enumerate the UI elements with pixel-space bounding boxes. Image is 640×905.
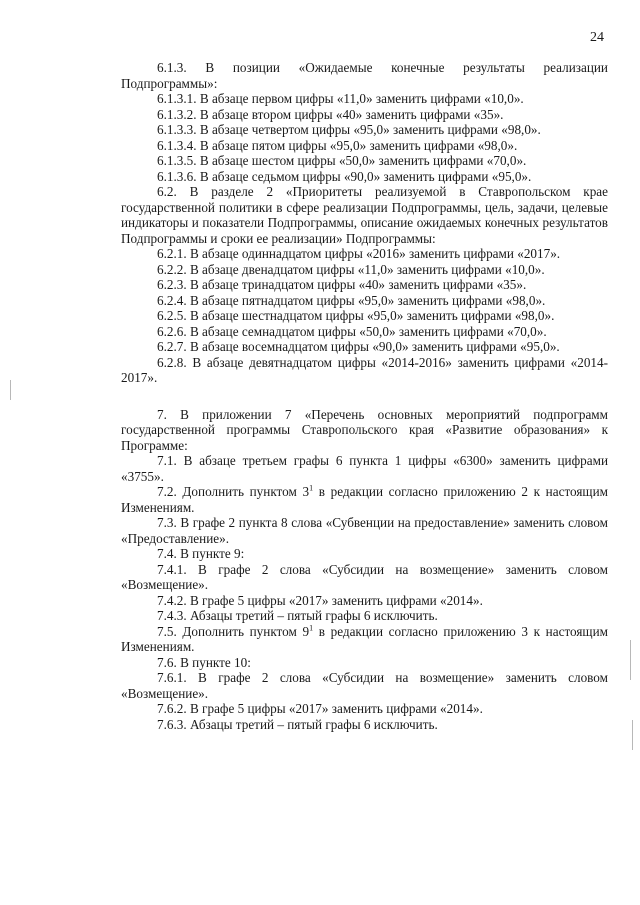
document-body <box>121 60 608 732</box>
scan-artifact <box>632 720 633 750</box>
paragraph: 6.2.2. В абзаце двенадцатом цифры «11,0» заменить цифрами «10,0». <box>157 261 545 277</box>
paragraph: 6.1.3. В позиции «Ожидаемые конечные результаты реализации Подпрограммы»: <box>121 60 608 91</box>
paragraph: 6.2. В разделе 2 «Приоритеты реализуемой в Ставропольском крае государственной политики в сфере реализации Подпрограммы, цель, задачи, целевые индикаторы и показатели Подпрограммы, описание ожидаемых конечных результатов Подпрограммы и сроки ее реализации» Подпрограммы: <box>121 184 608 246</box>
paragraph: 6.2.5. В абзаце шестнадцатом цифры «95,0» заменить цифрами «98,0». <box>157 308 555 323</box>
paragraph <box>121 624 608 655</box>
superscript: 1 <box>309 483 314 493</box>
paragraph: 6.2.7. В абзаце восемнадцатом цифры «90,0» заменить цифрами «95,0». <box>157 339 560 354</box>
paragraph: 7.3. В графе 2 пункта 8 слова «Субвенции на предоставление» заменить словом «Предоставление». <box>121 515 608 546</box>
paragraph-text: в редакции согласно приложению 3 к настоящим Изменениям. <box>121 623 608 654</box>
paragraph: 6.2.6. В абзаце семнадцатом цифры «50,0» заменить цифрами «70,0». <box>157 323 547 339</box>
paragraph: 6.1.3.5. В абзаце шестом цифры «50,0» заменить цифрами «70,0». <box>157 153 527 168</box>
paragraph: 7.6. В пункте 10: <box>157 654 251 670</box>
paragraph: 6.2.4. В абзаце пятнадцатом цифры «95,0» заменить цифрами «98,0». <box>157 292 546 308</box>
paragraph: 7.4. В пункте 9: <box>157 546 245 561</box>
paragraph-text: в редакции согласно приложению 2 к настоящим Изменениям. <box>121 484 608 515</box>
paragraph: 6.2.1. В абзаце одиннадцатом цифры «2016» заменить цифрами «2017». <box>157 246 561 261</box>
page-number: 24 <box>590 30 604 45</box>
paragraph: 7.1. В абзаце третьем графы 6 пункта 1 цифры «6300» заменить цифрами «3755». <box>121 453 608 484</box>
scan-artifact <box>10 380 11 400</box>
paragraph: 6.1.3.6. В абзаце седьмом цифры «90,0» заменить цифрами «95,0». <box>157 168 532 184</box>
paragraph <box>121 484 608 515</box>
paragraph: 6.1.3.4. В абзаце пятом цифры «95,0» заменить цифрами «98,0». <box>157 137 518 153</box>
paragraph: 7.4.1. В графе 2 слова «Субсидии на возмещение» заменить словом «Возмещение». <box>121 561 608 592</box>
paragraph: 7.6.2. В графе 5 цифры «2017» заменить цифрами «2014». <box>157 701 483 716</box>
paragraph: 6.1.3.3. В абзаце четвертом цифры «95,0» заменить цифрами «98,0». <box>157 122 541 137</box>
paragraph: 7.6.1. В графе 2 слова «Субсидии на возмещение» заменить словом «Возмещение». <box>121 670 608 701</box>
paragraph: 6.2.8. В абзаце девятнадцатом цифры «2014-2016» заменить цифрами «2014-2017». <box>121 354 608 385</box>
paragraph: 7.4.3. Абзацы третий – пятый графы 6 исключить. <box>157 608 438 623</box>
superscript: 1 <box>309 623 314 633</box>
paragraph-text: 7.2. Дополнить пунктом 3 <box>157 484 310 499</box>
paragraph: 6.1.3.2. В абзаце втором цифры «40» заменить цифрами «35». <box>157 106 504 122</box>
paragraph: 7.4.2. В графе 5 цифры «2017» заменить цифрами «2014». <box>157 592 483 608</box>
paragraph: 7. В приложении 7 «Перечень основных мероприятий подпрограмм государственной программы Ставропольского края «Развитие образования» к Программе: <box>121 406 608 453</box>
paragraph: 7.6.3. Абзацы третий – пятый графы 6 исключить. <box>157 716 438 732</box>
scan-artifact <box>630 640 631 680</box>
paragraph: 6.2.3. В абзаце тринадцатом цифры «40» заменить цифрами «35». <box>157 277 527 292</box>
paragraph: 6.1.3.1. В абзаце первом цифры «11,0» заменить цифрами «10,0». <box>157 91 524 106</box>
paragraph-text: 7.5. Дополнить пунктом 9 <box>157 623 310 639</box>
